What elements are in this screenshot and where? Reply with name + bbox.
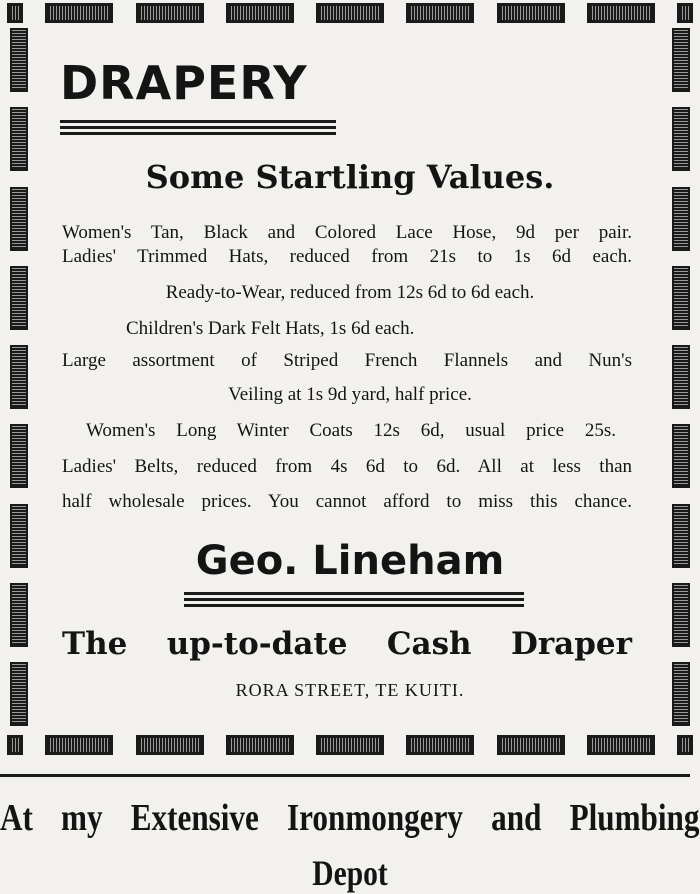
ad-line: Large assortment of Striped French Flannels and Nun's [62, 350, 632, 371]
border-ornament [227, 4, 293, 22]
ornamental-border-top [8, 2, 692, 24]
ornamental-border-bottom [8, 734, 692, 756]
merchant-address: RORA STREET, TE KUITI. [235, 680, 465, 700]
border-ornament [672, 424, 690, 488]
border-ornament [227, 736, 293, 754]
name-rule [184, 604, 524, 607]
border-ornament [10, 107, 28, 171]
border-ornament [8, 4, 22, 22]
border-ornament [672, 583, 690, 647]
border-ornament [407, 736, 473, 754]
border-ornament [672, 662, 690, 726]
border-ornament [588, 736, 654, 754]
merchant-name: Geo. Lineham [195, 538, 505, 584]
border-ornament [10, 187, 28, 251]
border-ornament [10, 424, 28, 488]
border-ornament [137, 4, 203, 22]
border-ornament [137, 736, 203, 754]
border-ornament [10, 662, 28, 726]
ad-line: Veiling at 1s 9d yard, half price. [228, 384, 472, 405]
border-ornament [46, 4, 112, 22]
border-ornament [46, 736, 112, 754]
ad-line: Ready-to-Wear, reduced from 12s 6d to 6d each. [165, 282, 535, 303]
title-rule [60, 132, 336, 135]
ornamental-border-left [8, 28, 30, 726]
border-ornament [10, 28, 28, 92]
title-rule [60, 126, 336, 129]
ornamental-border-right [670, 28, 692, 726]
border-ornament [10, 345, 28, 409]
next-ad-heading: At my Extensive Ironmongery and Plumbing [0, 797, 700, 839]
next-ad-heading-continued: Depot [312, 853, 388, 893]
border-ornament [672, 504, 690, 568]
border-ornament [498, 736, 564, 754]
advertisement-body [38, 28, 662, 728]
border-ornament [678, 4, 692, 22]
border-ornament [10, 266, 28, 330]
border-ornament [672, 187, 690, 251]
border-ornament [8, 736, 22, 754]
border-ornament [678, 736, 692, 754]
border-ornament [317, 736, 383, 754]
border-ornament [672, 107, 690, 171]
border-ornament [672, 266, 690, 330]
ad-line: Women's Long Winter Coats 12s 6d, usual price 25s. [86, 420, 616, 441]
border-ornament [317, 4, 383, 22]
name-rule [184, 598, 524, 601]
border-ornament [588, 4, 654, 22]
merchant-tagline: The up-to-date Cash Draper [62, 626, 632, 662]
title-rule [60, 120, 336, 123]
drapery-advertisement [8, 0, 692, 762]
ad-line: Children's Dark Felt Hats, 1s 6d each. [126, 318, 415, 339]
border-ornament [498, 4, 564, 22]
border-ornament [10, 583, 28, 647]
border-ornament [672, 28, 690, 92]
ad-line: half wholesale prices. You cannot afford to miss this chance. [62, 491, 632, 512]
column-separator [0, 774, 690, 777]
border-ornament [407, 4, 473, 22]
ad-line: Ladies' Belts, reduced from 4s 6d to 6d. All at less than [62, 456, 632, 477]
ad-subtitle: Some Startling Values. [145, 158, 555, 196]
border-ornament [672, 345, 690, 409]
ad-line: Ladies' Trimmed Hats, reduced from 21s to 1s 6d each. [62, 246, 632, 267]
border-ornament [10, 504, 28, 568]
name-rule [184, 592, 524, 595]
ad-title: DRAPERY [60, 56, 308, 110]
ad-line: Women's Tan, Black and Colored Lace Hose, 9d per pair. [62, 222, 632, 243]
